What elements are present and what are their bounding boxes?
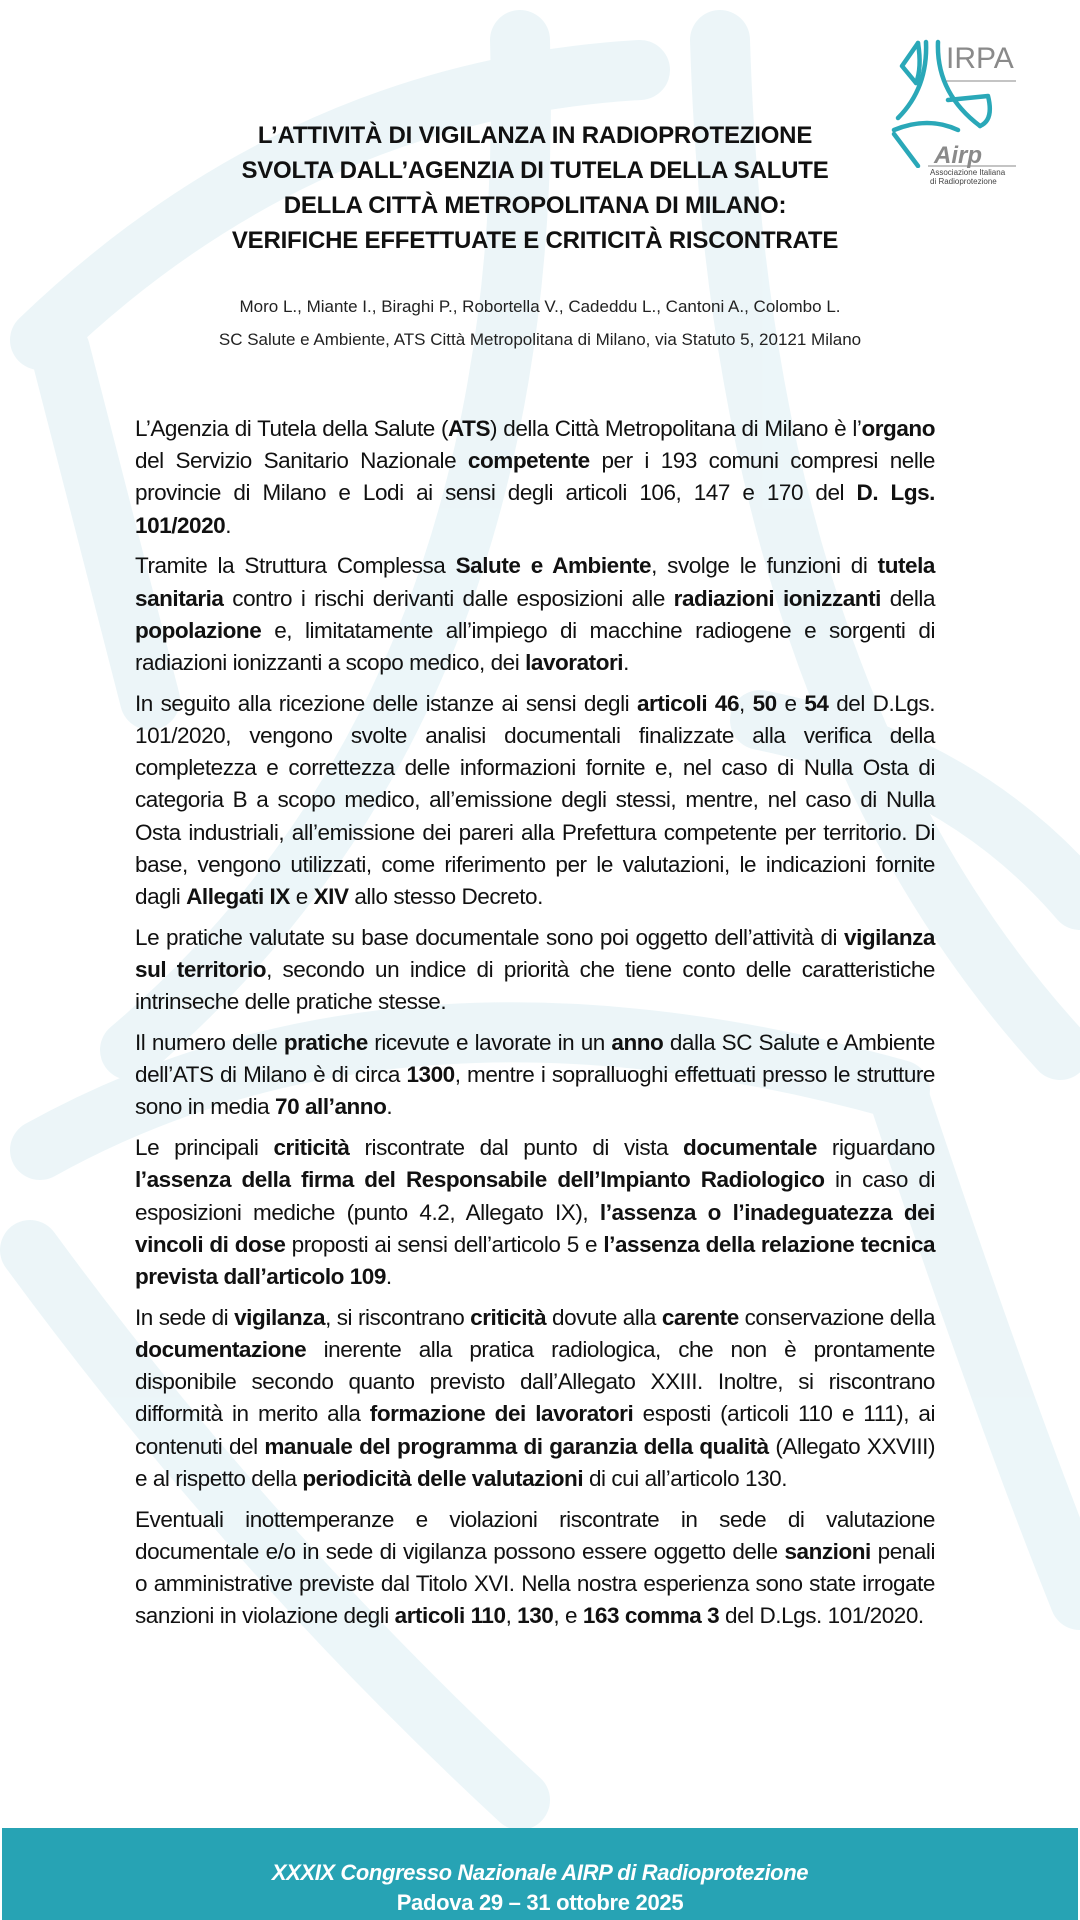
text-run: dovute alla bbox=[546, 1304, 662, 1330]
text-run: per i 193 comuni compresi nelle provincie di Milano e Lodi ai sensi degli articoli 106, 147 e 170 del bbox=[135, 448, 935, 506]
text-run: . bbox=[386, 1094, 393, 1120]
text-run: in caso di esposizioni mediche (punto 4.2, Allegato IX), bbox=[135, 1167, 936, 1225]
bold-text-run: 54 bbox=[804, 690, 829, 716]
text-run: Il numero delle bbox=[135, 1030, 284, 1056]
text-run: In sede di bbox=[135, 1304, 235, 1330]
bold-text-run: 70 all’anno bbox=[275, 1094, 387, 1120]
text-run: contro i rischi derivanti dalle esposizioni alle bbox=[223, 585, 674, 611]
text-run: e, limitatamente all’impiego di macchine radiogene e sorgenti di radiazioni ionizzanti a scopo medico, dei bbox=[135, 617, 935, 676]
text-run: L’Agenzia di Tutela della Salute ( bbox=[135, 416, 449, 441]
title-line: L’ATTIVITÀ DI VIGILANZA IN RADIOPROTEZIONE bbox=[257, 122, 813, 149]
text-run: inerente alla pratica radiologica, che non è prontamente disponibile secondo quanto previsto dall’Allegato XXIII. Inoltre, si riscontrano difformità in merito alla bbox=[135, 1337, 935, 1427]
text-run: Tramite la Struttura Complessa bbox=[135, 553, 456, 579]
bold-text-run: pratiche bbox=[283, 1030, 368, 1056]
bold-text-run: tutela sanitaria bbox=[135, 553, 935, 611]
bold-text-run: periodicità delle valutazioni bbox=[302, 1465, 584, 1491]
text-run: Eventuali inottemperanze e violazioni riscontrate in sede di valutazione documentale e/o in sede di vigilanza possono essere oggetto delle bbox=[135, 1506, 935, 1564]
text-run: , mentre i sopralluoghi effettuati presso le strutture sono in media bbox=[135, 1062, 935, 1120]
bold-text-run: Salute e Ambiente bbox=[455, 553, 652, 579]
text-run: , si riscontrano bbox=[325, 1304, 471, 1330]
bold-text-run: sanzioni bbox=[784, 1538, 871, 1564]
body-paragraph bbox=[135, 413, 935, 542]
bold-text-run: anno bbox=[611, 1030, 664, 1056]
author-names: Moro L., Miante I., Biraghi P., Robortella V., Cadeddu L., Cantoni A., Colombo L. bbox=[239, 297, 841, 316]
logo-caption-line1: Associazione Italiana bbox=[930, 168, 1006, 177]
text-run: . bbox=[385, 1264, 392, 1290]
bold-text-run: competente bbox=[467, 448, 590, 474]
bold-text-run: XIV bbox=[313, 884, 349, 910]
text-run: del D.Lgs. 101/2020, vengono svolte analisi documentali finalizzate alla verifica della completezza e correttezza delle informazioni fornite e, nel caso di Nulla Osta di categoria B a scopo medico, all’emissione degli stessi, mentre, nel caso di Nulla Osta industriali, all’emissione dei pareri alla Prefettura competente per territorio. Di base, vengono utilizzati, come riferimento per le valutazioni, le indicazioni fornite dagli bbox=[135, 690, 935, 910]
text-run: , bbox=[739, 690, 753, 716]
bold-text-run: criticità bbox=[470, 1304, 547, 1330]
body-text bbox=[135, 413, 935, 1641]
bold-text-run: articoli 110 bbox=[394, 1603, 506, 1629]
authors-block bbox=[100, 290, 980, 356]
bold-text-run: l’assenza o l’inadeguatezza dei vincoli di dose bbox=[135, 1199, 935, 1257]
body-paragraph bbox=[135, 550, 935, 679]
text-run: , bbox=[505, 1603, 518, 1629]
bold-text-run: popolazione bbox=[135, 617, 262, 643]
text-run: riscontrate dal punto di vista bbox=[349, 1135, 684, 1161]
text-run: e bbox=[776, 690, 805, 716]
text-run: dalla SC Salute e Ambiente dell’ATS di Milano è di circa bbox=[135, 1030, 935, 1088]
text-run: In seguito alla ricezione delle istanze ai sensi degli bbox=[135, 690, 637, 716]
bold-text-run: criticità bbox=[273, 1135, 350, 1161]
text-run: esposti (articoli 110 e 111), ai contenuti del bbox=[135, 1401, 935, 1459]
conference-footer bbox=[2, 1828, 1078, 1920]
bold-text-run: vigilanza bbox=[234, 1304, 326, 1330]
logo-airp-wordmark: Airp bbox=[934, 142, 982, 168]
body-paragraph bbox=[135, 688, 935, 913]
bold-text-run: l’assenza della relazione tecnica prevista dall’articolo 109 bbox=[135, 1231, 936, 1290]
bold-text-run: Allegati IX bbox=[186, 884, 290, 910]
body-paragraph bbox=[135, 1132, 935, 1293]
footer-conference-name: XXXIX Congresso Nazionale AIRP di Radioprotezione bbox=[271, 1860, 809, 1885]
text-run: , secondo un indice di priorità che tiene conto delle caratteristiche intrinseche delle pratiche stesse. bbox=[135, 957, 935, 1015]
bold-text-run: ATS bbox=[448, 416, 491, 441]
footer-conference-dates: Padova 29 – 31 ottobre 2025 bbox=[396, 1890, 684, 1915]
bold-text-run: D. Lgs. 101/2020 bbox=[135, 480, 935, 538]
text-run: della bbox=[880, 585, 936, 611]
bold-text-run: carente bbox=[661, 1304, 739, 1330]
logo-right-petal bbox=[948, 96, 990, 126]
text-run: di cui all’articolo 130. bbox=[583, 1465, 788, 1491]
text-run: (Allegato XXVIII) e al rispetto della bbox=[135, 1433, 936, 1491]
logo-caption-line2: di Radioprotezione bbox=[930, 177, 997, 186]
text-run: Le pratiche valutate su base documentale sono poi oggetto dell’attività di bbox=[135, 924, 845, 950]
body-paragraph bbox=[135, 922, 935, 1019]
text-run: proposti ai sensi dell’articolo 5 e bbox=[285, 1231, 604, 1257]
bold-text-run: radiazioni ionizzanti bbox=[673, 585, 881, 611]
logo-bottom-left-arc bbox=[894, 123, 958, 130]
body-paragraph bbox=[135, 1504, 935, 1633]
body-paragraph bbox=[135, 1302, 935, 1495]
bold-text-run: vigilanza sul territorio bbox=[135, 924, 935, 983]
logo-caption bbox=[930, 168, 1020, 186]
title-line: VERIFICHE EFFETTUATE E CRITICITÀ RISCONTRATE bbox=[231, 227, 839, 254]
bold-text-run: lavoratori bbox=[525, 650, 624, 676]
title-line: DELLA CITTÀ METROPOLITANA DI MILANO: bbox=[283, 192, 787, 219]
text-run: e bbox=[289, 884, 314, 910]
text-run: Le principali bbox=[135, 1135, 274, 1161]
text-run: ) della Città Metropolitana di Milano è l’ bbox=[490, 416, 862, 441]
bold-text-run: organo bbox=[861, 416, 935, 441]
airp-logo bbox=[888, 38, 1016, 188]
bold-text-run: manuale del programma di garanzia della qualità bbox=[264, 1433, 769, 1459]
author-affiliation: SC Salute e Ambiente, ATS Città Metropolitana di Milano, via Statuto 5, 20121 Milano bbox=[218, 330, 862, 349]
bold-text-run: articoli 46 bbox=[636, 690, 740, 716]
bold-text-run: 1300 bbox=[406, 1062, 455, 1088]
text-run: allo stesso Decreto. bbox=[348, 884, 543, 910]
bold-text-run: 130 bbox=[517, 1603, 554, 1629]
text-run: riguardano bbox=[816, 1135, 935, 1161]
bold-text-run: 163 comma 3 bbox=[582, 1603, 720, 1629]
logo-irpa-wordmark: IRPA bbox=[946, 42, 1014, 75]
page-title bbox=[180, 118, 890, 258]
text-run: . bbox=[623, 650, 629, 676]
logo-bottom-left-diag bbox=[894, 134, 918, 166]
text-run: , e bbox=[553, 1603, 583, 1629]
bold-text-run: formazione dei lavoratori bbox=[369, 1401, 634, 1427]
text-run: penali o amministrative previste dal Titolo XVI. Nella nostra esperienza sono state irrogate sanzioni in violazione degli bbox=[135, 1538, 936, 1629]
text-run: conservazione della bbox=[738, 1304, 936, 1330]
bold-text-run: 50 bbox=[752, 690, 777, 716]
bold-text-run: l’assenza della firma del Responsabile dell’Impianto Radiologico bbox=[135, 1167, 825, 1193]
body-paragraph bbox=[135, 1027, 935, 1124]
text-run: del D.Lgs. 101/2020. bbox=[719, 1603, 924, 1629]
bold-text-run: documentale bbox=[683, 1135, 817, 1161]
title-line: SVOLTA DALL’AGENZIA DI TUTELA DELLA SALUTE bbox=[241, 157, 829, 184]
text-run: , svolge le funzioni di bbox=[651, 553, 878, 579]
text-run: ricevute e lavorate in un bbox=[367, 1030, 612, 1056]
text-run: . bbox=[225, 512, 232, 538]
text-run: del Servizio Sanitario Nazionale bbox=[135, 448, 468, 474]
bold-text-run: documentazione bbox=[135, 1337, 307, 1363]
